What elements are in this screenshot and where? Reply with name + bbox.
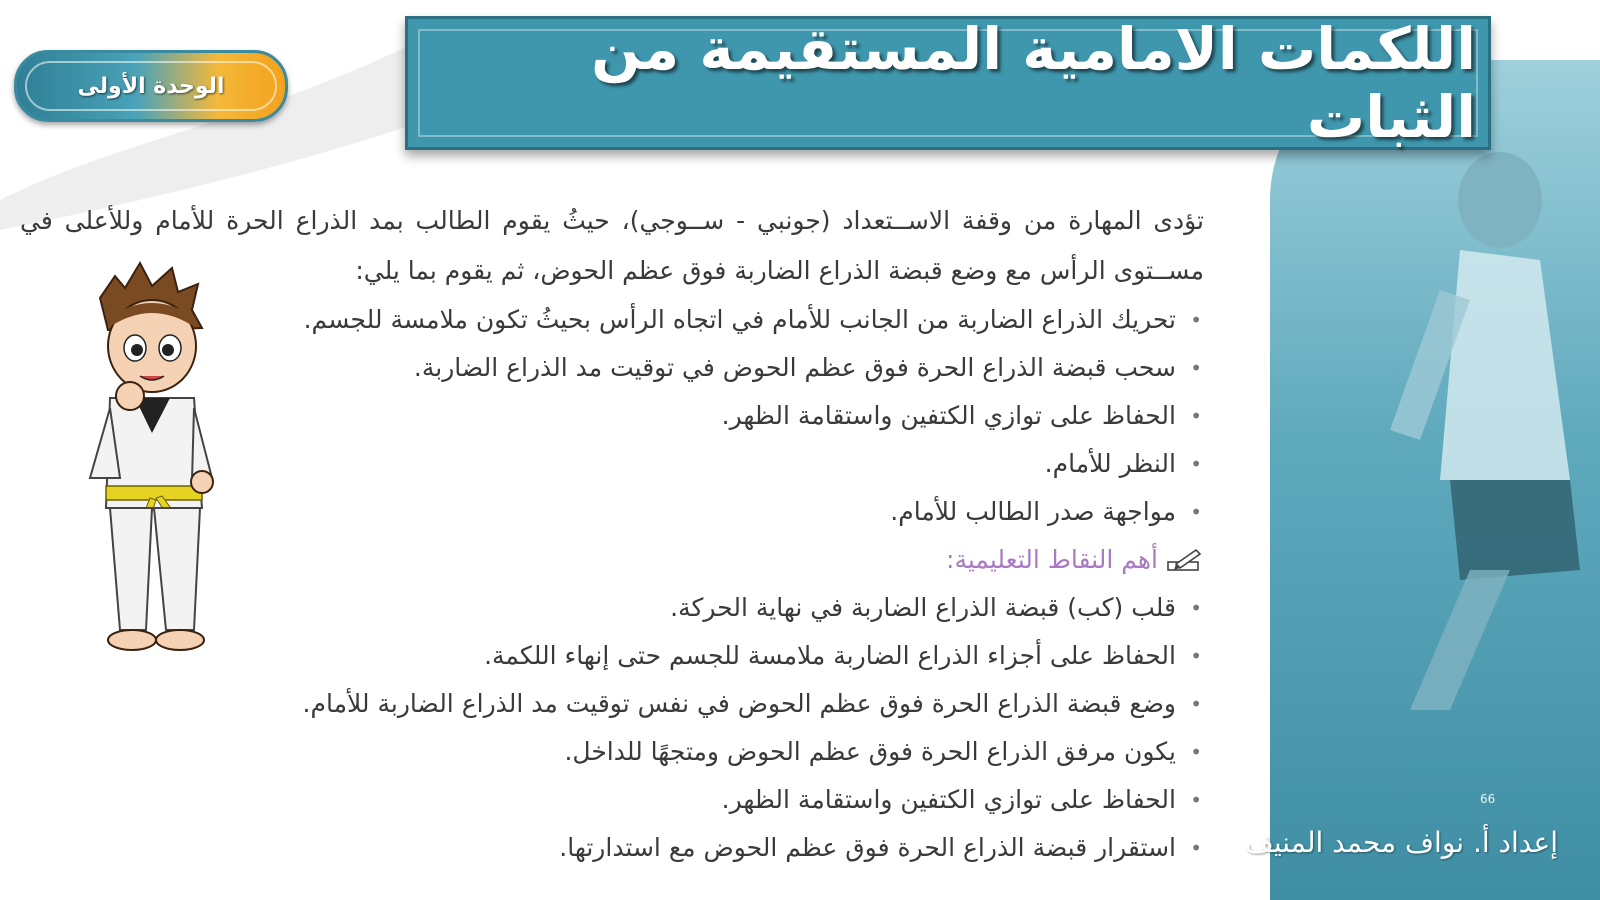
list-item: • الحفاظ على أجزاء الذراع الضاربة ملامسة للجسم حتى إنهاء اللكمة.	[20, 632, 1204, 680]
pen-icon	[1166, 546, 1204, 574]
list-item: • يكون مرفق الذراع الحرة فوق عظم الحوض ومتجهًا للداخل.	[20, 728, 1204, 776]
karate-boy-illustration	[80, 258, 230, 660]
list-item: • الحفاظ على توازي الكتفين واستقامة الظهر.	[20, 392, 1204, 440]
list-item: • قلب (كب) قبضة الذراع الضاربة في نهاية الحركة.	[20, 584, 1204, 632]
intro-paragraph: تؤدى المهارة من وقفة الاســتعداد (جونبي - ســوجي)، حيثُ يقوم الطالب بمد الذراع الحرة للأمام وللأعلى في مســتوى الرأس مع وضع قبضة الذراع الضاربة فوق عظم الحوض، ثم يقوم بما يلي:	[20, 206, 1204, 285]
list-item: • تحريك الذراع الضاربة من الجانب للأمام في اتجاه الرأس بحيثُ تكون ملامسة للجسم.	[20, 296, 1204, 344]
title-frame	[418, 15, 1478, 151]
unit-badge	[14, 50, 288, 122]
page-number: 66	[1480, 792, 1496, 806]
page-title: اللكمات الامامية المستقيمة من الثبات	[591, 15, 1476, 151]
runner-silhouette	[1380, 150, 1580, 710]
list-item: • مواجهة صدر الطالب للأمام.	[20, 488, 1204, 536]
photo-panel	[1270, 60, 1600, 900]
author-credit: إعداد أ. نواف محمد المنيف	[1244, 826, 1558, 859]
title-banner	[405, 16, 1491, 150]
unit-badge-label: الوحدة الأولى	[77, 73, 225, 99]
list-item: • سحب قبضة الذراع الحرة فوق عظم الحوض في توقيت مد الذراع الضاربة.	[20, 344, 1204, 392]
list-item: • وضع قبضة الذراع الحرة فوق عظم الحوض في نفس توقيت مد الذراع الضاربة للأمام.	[20, 680, 1204, 728]
notes-heading-text: أهم النقاط التعليمية:	[946, 545, 1158, 574]
list-item: • الحفاظ على توازي الكتفين واستقامة الظهر.	[20, 776, 1204, 824]
list-item: • النظر للأمام.	[20, 440, 1204, 488]
list-item: • استقرار قبضة الذراع الحرة فوق عظم الحوض مع استدارتها.	[20, 824, 1204, 872]
